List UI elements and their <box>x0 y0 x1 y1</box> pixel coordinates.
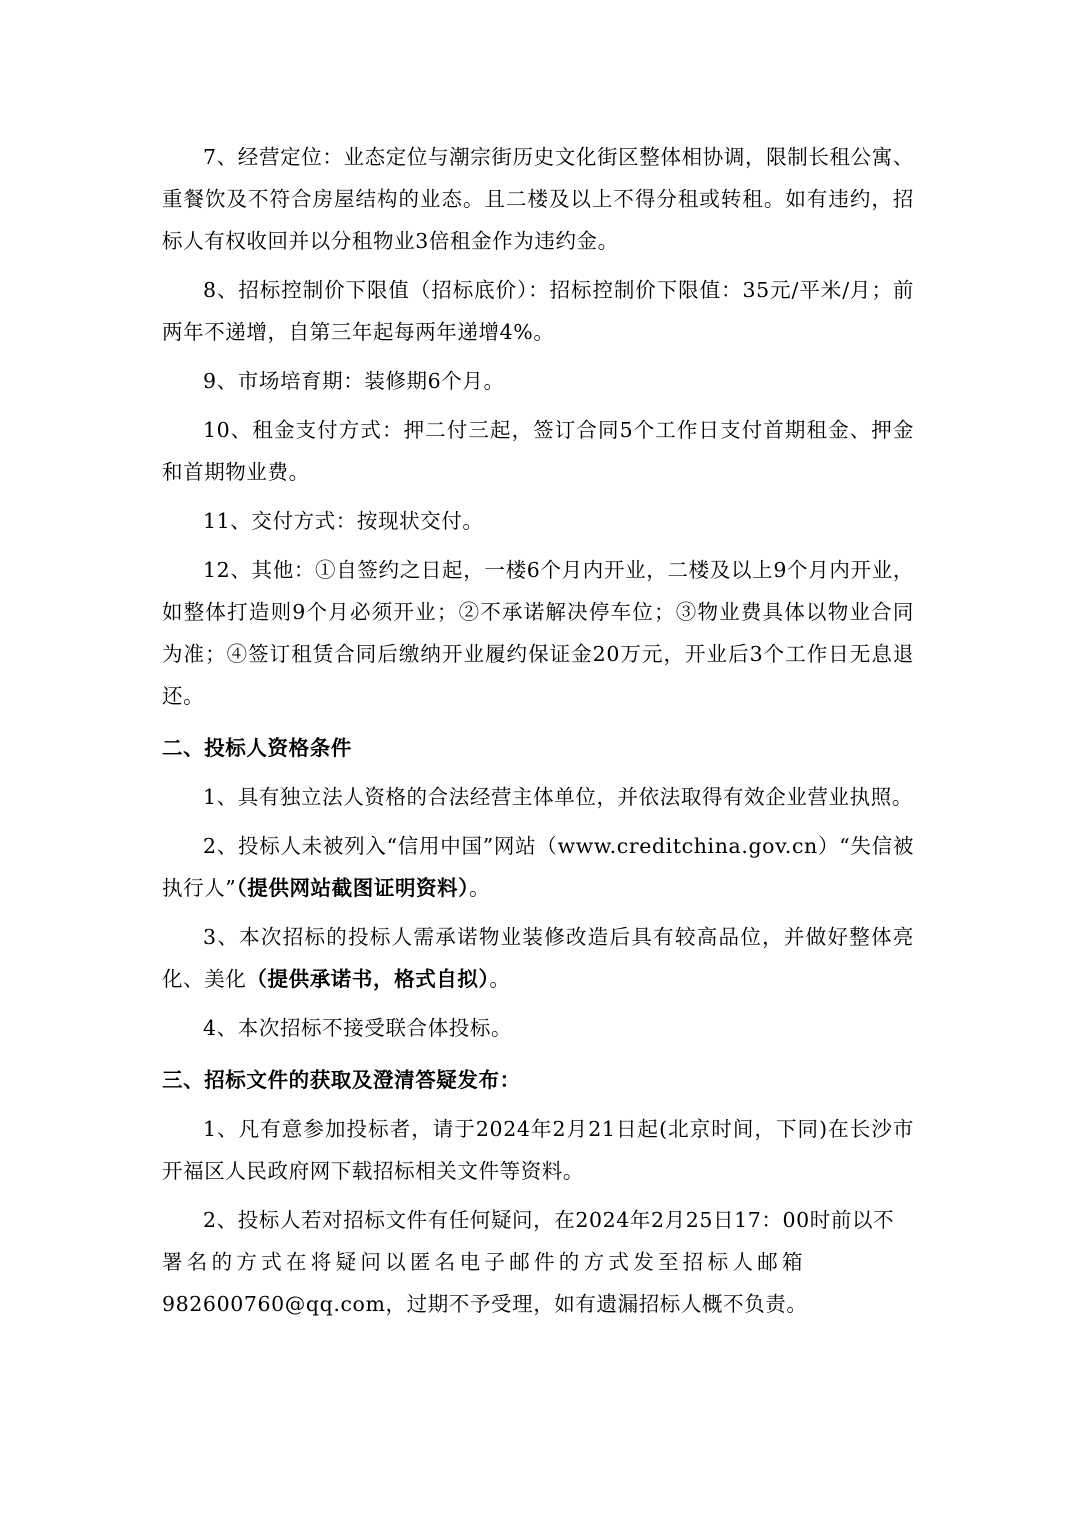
qualification-2-text: 2、投标人未被列入“信用中国”网站（www.creditchina.gov.cn）“失信被执行人” <box>162 834 914 900</box>
item-12-other: 12、其他：①自签约之日起，一楼6个月内开业，二楼及以上9个月内开业，如整体打造则9个月必须开业；②不承诺解决停车位；③物业费具体以物业合同为准；④签订租赁合同后缴纳开业履约保证金20万元，开业后3个工作日无息退还。 <box>162 558 914 708</box>
qualification-3 <box>162 916 914 1000</box>
acquisition-2-line-3: 982600760@qq.com，过期不予受理，如有遗漏招标人概不负责。 <box>162 1292 808 1316</box>
qualification-1: 1、具有独立法人资格的合法经营主体单位，并依法取得有效企业营业执照。 <box>203 785 913 809</box>
acquisition-1: 1、凡有意参加投标者，请于2024年2月21日起(北京时间，下同)在长沙市开福区人民政府网下载招标相关文件等资料。 <box>162 1117 914 1183</box>
qualification-2-requirement: （提供网站截图证明资料） <box>236 876 470 900</box>
item-8-price-floor: 8、招标控制价下限值（招标底价）：招标控制价下限值：35元/平米/月；前两年不递增，自第三年起每两年递增4%。 <box>162 278 914 344</box>
item-9-cultivation-period: 9、市场培育期：装修期6个月。 <box>203 369 505 393</box>
qualification-3-text: 3、本次招标的投标人需承诺物业装修改造后具有较高品位，并做好整体亮化、美化 <box>162 925 914 991</box>
section-3-heading: 三、招标文件的获取及澄清答疑发布： <box>162 1068 521 1092</box>
qualification-3-end: 。 <box>489 967 511 991</box>
acquisition-2-line-2: 署名的方式在将疑问以匿名电子邮件的方式发至招标人邮箱 <box>162 1250 807 1274</box>
item-11-delivery: 11、交付方式：按现状交付。 <box>203 509 484 533</box>
acquisition-2-line-1: 2、投标人若对招标文件有任何疑问，在2024年2月25日17：00时前以不 <box>203 1208 895 1232</box>
item-7-operation-positioning: 7、经营定位：业态定位与潮宗街历史文化街区整体相协调，限制长租公寓、重餐饮及不符合房屋结构的业态。且二楼及以上不得分租或转租。如有违约，招标人有权收回并以分租物业3倍租金作为违约金。 <box>162 145 914 253</box>
qualification-4: 4、本次招标不接受联合体投标。 <box>203 1016 513 1040</box>
acquisition-2 <box>162 1199 914 1325</box>
section-2-heading: 二、投标人资格条件 <box>162 736 352 760</box>
qualification-2-end: 。 <box>469 876 491 900</box>
document-page <box>162 136 914 1325</box>
qualification-3-requirement: （提供承诺书，格式自拟） <box>246 967 490 991</box>
item-10-rent-payment: 10、租金支付方式：押二付三起，签订合同5个工作日支付首期租金、押金和首期物业费。 <box>162 418 914 484</box>
qualification-2 <box>162 825 914 909</box>
